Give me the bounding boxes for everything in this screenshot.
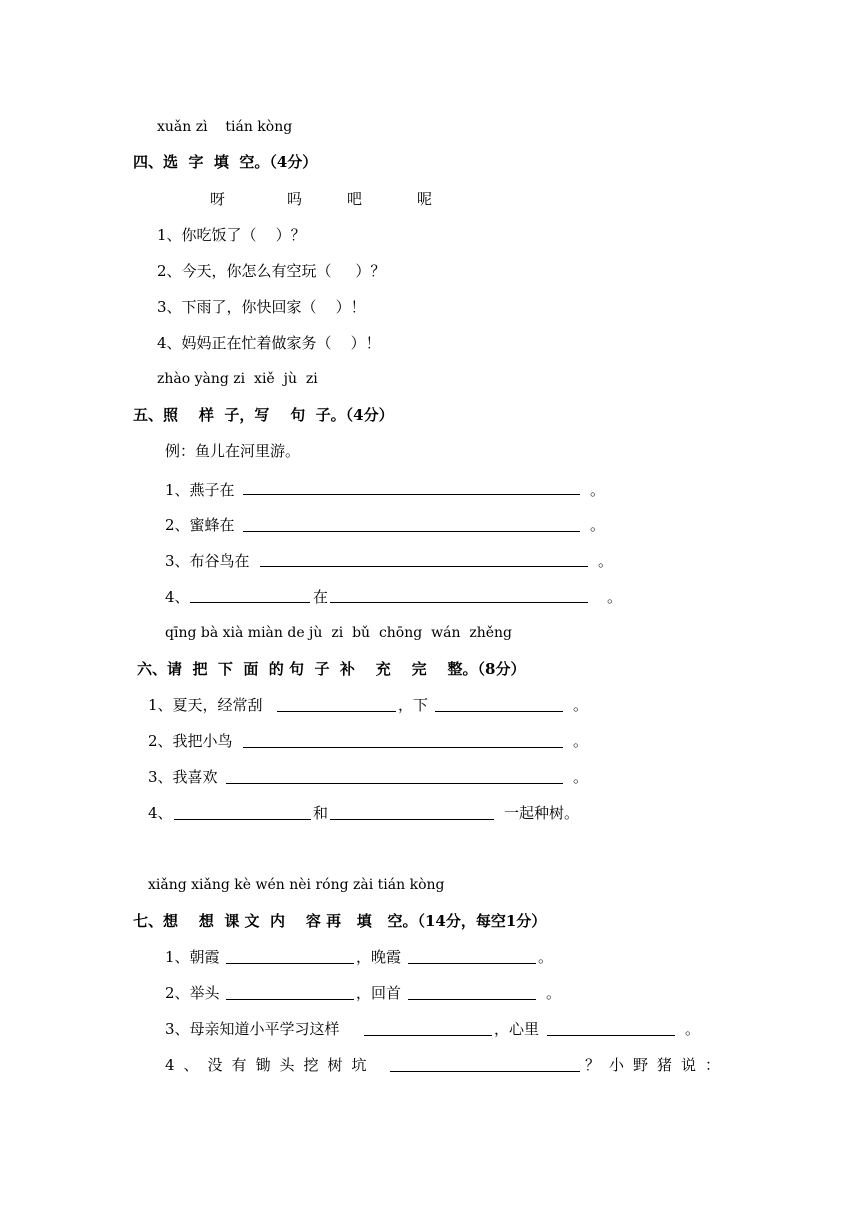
s7-q2-blank-b[interactable] [408, 999, 536, 1000]
s7-q2-mid: ，回首 [356, 984, 402, 1002]
s6-q1-prefix: 1、夏天，经常刮 [148, 696, 263, 714]
s7-q2-prefix: 2、举头 [165, 984, 220, 1002]
s7-q1-end: 。 [538, 948, 554, 966]
s7-q1-prefix: 1、朝霞 [165, 948, 220, 966]
s5-q1-prefix: 1、燕子在 [165, 481, 235, 499]
s7-q3-blank-b[interactable] [547, 1035, 675, 1036]
s6-q1-end: 。 [573, 696, 589, 714]
s4-question-3: 3、下雨了，你快回家（ ）！ [157, 298, 366, 316]
s5-q4-mid: 在 [313, 588, 329, 606]
s5-q3-prefix: 3、布谷鸟在 [165, 552, 250, 570]
s5-q3-end: 。 [598, 552, 614, 570]
s5-q3-blank[interactable] [260, 566, 588, 567]
s6-q1-blank-a[interactable] [277, 711, 396, 712]
s7-q3-mid: ，心里 [494, 1020, 540, 1038]
s5-q2-end: 。 [590, 516, 606, 534]
s6-q4-mid: 和 [313, 804, 329, 822]
s6-q1-mid: ，下 [398, 696, 429, 714]
s4-question-2: 2、今天，你怎么有空玩（ ）？ [157, 262, 386, 280]
s7-heading: 七、想 想 课 文 内 容 再 填 空。（14分，每空1分） [133, 912, 547, 930]
s6-heading: 六、请 把 下 面 的 句 子 补 充 完 整。（8分） [137, 660, 526, 678]
s5-q4-end: 。 [607, 588, 623, 606]
s7-q1-blank-b[interactable] [408, 963, 536, 964]
s4-option-1: 呀 [210, 190, 226, 208]
s7-q3-blank-a[interactable] [364, 1035, 492, 1036]
s7-q1-mid: ，晚霞 [356, 948, 402, 966]
s4-option-4: 呢 [417, 190, 433, 208]
s6-q4-suffix: 一起种树。 [504, 804, 580, 822]
s6-q4-prefix: 4、 [148, 804, 173, 822]
s7-q3-end: 。 [685, 1020, 701, 1038]
s5-q2-prefix: 2、蜜蜂在 [165, 516, 235, 534]
s6-q4-blank-a[interactable] [174, 819, 311, 820]
s5-example: 例：鱼儿在河里游。 [165, 442, 301, 460]
s7-q4-blank[interactable] [390, 1071, 580, 1072]
s6-q3-prefix: 3、我喜欢 [148, 768, 218, 786]
s4-option-2: 吗 [287, 190, 303, 208]
s7-q2-end: 。 [546, 984, 562, 1002]
s5-q2-blank[interactable] [243, 531, 580, 532]
s7-q2-blank-a[interactable] [226, 999, 354, 1000]
s6-q2-prefix: 2、我把小鸟 [148, 732, 233, 750]
s4-question-4: 4、妈妈正在忙着做家务（ ）！ [157, 334, 381, 352]
s4-pinyin: xuǎn zì tián kòng [157, 119, 293, 135]
s6-pinyin: qīng bà xià miàn de jù zi bǔ chōng wán zhěng [165, 625, 513, 641]
s6-q1-blank-b[interactable] [435, 711, 563, 712]
s4-option-3: 吧 [347, 190, 363, 208]
s5-pinyin: zhào yàng zi xiě jù zi [157, 371, 318, 387]
s5-q4-prefix: 4、 [165, 588, 190, 606]
s5-q4-blank-b[interactable] [330, 602, 588, 603]
s7-q4-prefix: 4、没有锄头挖树坑 [165, 1056, 376, 1074]
s6-q3-end: 。 [573, 768, 589, 786]
s7-q4-suffix: ？小野猪说： [585, 1056, 730, 1074]
s7-pinyin: xiǎng xiǎng kè wén nèi róng zài tián kòng [148, 877, 445, 893]
s7-q3-prefix: 3、母亲知道小平学习这样 [165, 1020, 340, 1038]
s4-heading: 四、选 字 填 空。（4分） [133, 153, 318, 171]
s6-q4-blank-b[interactable] [330, 819, 494, 820]
s7-q1-blank-a[interactable] [226, 963, 354, 964]
s5-q1-blank[interactable] [243, 494, 580, 495]
s6-q2-end: 。 [573, 732, 589, 750]
s6-q2-blank[interactable] [243, 747, 563, 748]
s6-q3-blank[interactable] [226, 783, 563, 784]
s4-question-1: 1、你吃饭了（ ）？ [157, 226, 306, 244]
s5-q4-blank-a[interactable] [190, 602, 310, 603]
s5-q1-end: 。 [590, 481, 606, 499]
s5-heading: 五、照 样 子，写 句 子。（4分） [133, 406, 394, 424]
